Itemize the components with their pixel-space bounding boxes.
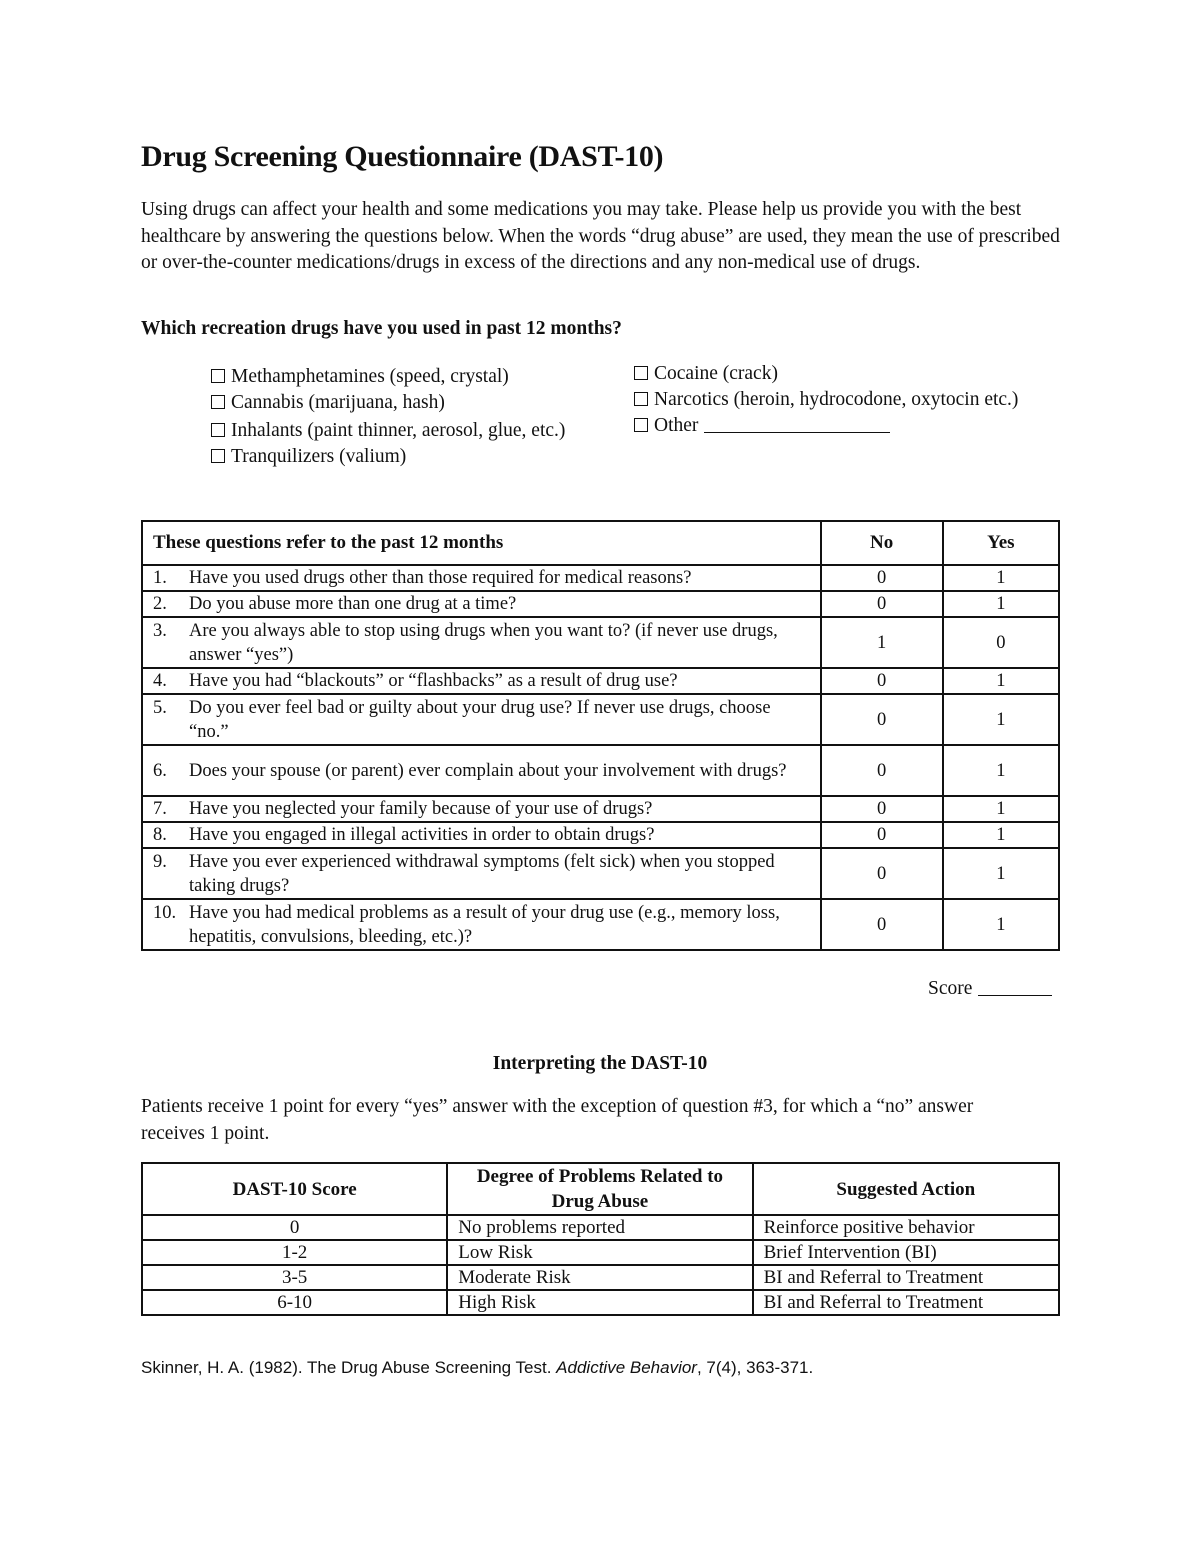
yes-value[interactable]: 1 [943, 591, 1059, 617]
drug-option-inhalants[interactable]: Inhalants (paint thinner, aerosol, glue, etc.) [211, 418, 581, 444]
yes-value[interactable]: 1 [943, 796, 1059, 822]
yes-value[interactable]: 1 [943, 822, 1059, 848]
table-row [142, 796, 1059, 822]
score-cell: 0 [142, 1215, 447, 1240]
score-field [928, 978, 1052, 1000]
question-text: Have you used drugs other than those required for medical reasons? [189, 568, 692, 588]
question-number: 5. [153, 697, 167, 718]
question-cell [142, 591, 821, 617]
score-cell: 6-10 [142, 1290, 447, 1315]
page-title: Drug Screening Questionnaire (DAST-10) [141, 140, 664, 173]
drug-option-methamphetamines[interactable]: Methamphetamines (speed, crystal) [211, 364, 581, 390]
question-text: Do you ever feel bad or guilty about your drug use? If never use drugs, choose “no.” [189, 697, 771, 742]
table-row [142, 1215, 1059, 1240]
interpret-title: Interpreting the DAST-10 [492, 1053, 708, 1074]
table-header-row [142, 521, 1059, 565]
drug-option-cannabis[interactable]: Cannabis (marijuana, hash) [211, 390, 581, 416]
interpretation-table [141, 1162, 1060, 1316]
yes-value[interactable]: 0 [943, 617, 1059, 668]
table-row [142, 668, 1059, 694]
checkbox[interactable] [211, 449, 225, 463]
table-row [142, 694, 1059, 745]
no-value[interactable]: 0 [821, 668, 943, 694]
citation-volume: , 7(4), 363-371. [696, 1358, 814, 1377]
table-row [142, 617, 1059, 668]
action-cell: BI and Referral to Treatment [753, 1290, 1059, 1315]
drug-checklist-left [211, 364, 581, 470]
intro-text: Using drugs can affect your health and some medications you may take. Please help us provide you with the best healthcare by answering the questions below. When the words “drug abuse” are used, they mean the use of prescribed or over-the-counter medications/drugs in excess of the directions and any non-medical use of drugs. [141, 199, 1060, 273]
drug-checklist-right [634, 361, 1034, 439]
intro-paragraph [141, 197, 1071, 277]
question-cell [142, 668, 821, 694]
no-header: No [821, 521, 943, 565]
no-value[interactable]: 0 [821, 694, 943, 745]
checkbox[interactable] [211, 395, 225, 409]
question-number: 9. [153, 851, 167, 872]
score-cell: 3-5 [142, 1265, 447, 1290]
question-text: Have you had “blackouts” or “flashbacks” as a result of drug use? [189, 671, 678, 691]
question-cell [142, 848, 821, 899]
citation-journal: Addictive Behavior [556, 1358, 697, 1377]
questions-table [141, 520, 1060, 951]
drugs-question: Which recreation drugs have you used in past 12 months? [141, 318, 622, 339]
question-number: 7. [153, 799, 167, 819]
action-cell: Brief Intervention (BI) [753, 1240, 1059, 1265]
yes-value[interactable]: 1 [943, 565, 1059, 591]
table-row [142, 745, 1059, 796]
yes-value[interactable]: 1 [943, 899, 1059, 950]
score-header: DAST-10 Score [142, 1163, 447, 1215]
no-value[interactable]: 0 [821, 822, 943, 848]
degree-cell: No problems reported [447, 1215, 752, 1240]
question-number: 10. [153, 902, 177, 923]
question-text: Do you abuse more than one drug at a time? [189, 594, 517, 614]
score-blank-line[interactable] [978, 979, 1052, 996]
table-row [142, 899, 1059, 950]
table-header-row [142, 1163, 1059, 1215]
degree-cell: Moderate Risk [447, 1265, 752, 1290]
other-blank-line[interactable] [704, 414, 890, 433]
table-row [142, 565, 1059, 591]
question-cell [142, 565, 821, 591]
questions-header: These questions refer to the past 12 months [142, 521, 821, 565]
action-cell: Reinforce positive behavior [753, 1215, 1059, 1240]
drug-option-tranquilizers[interactable]: Tranquilizers (valium) [211, 444, 581, 470]
checkbox[interactable] [634, 366, 648, 380]
checkbox[interactable] [211, 369, 225, 383]
interpret-text: Patients receive 1 point for every “yes” answer with the exception of question #3, for which a “no” answer receives 1 point. [141, 1096, 974, 1144]
table-row [142, 1265, 1059, 1290]
no-value[interactable]: 0 [821, 565, 943, 591]
table-row [142, 822, 1059, 848]
score-cell: 1-2 [142, 1240, 447, 1265]
yes-value[interactable]: 1 [943, 668, 1059, 694]
yes-value[interactable]: 1 [943, 745, 1059, 796]
checkbox[interactable] [634, 418, 648, 432]
question-text: Have you had medical problems as a result of your drug use (e.g., memory loss, hepatitis, convulsions, bleeding, etc.)? [189, 902, 780, 947]
question-cell [142, 745, 821, 796]
drug-option-other[interactable]: Other [634, 413, 1034, 439]
table-row [142, 1290, 1059, 1315]
drug-option-narcotics[interactable]: Narcotics (heroin, hydrocodone, oxytocin etc.) [634, 387, 1034, 413]
question-cell [142, 796, 821, 822]
no-value[interactable]: 1 [821, 617, 943, 668]
no-value[interactable]: 0 [821, 899, 943, 950]
citation [141, 1358, 813, 1378]
question-cell [142, 899, 821, 950]
no-value[interactable]: 0 [821, 745, 943, 796]
citation-authors: Skinner, H. A. (1982). The Drug Abuse Screening Test. [141, 1358, 557, 1377]
action-header: Suggested Action [753, 1163, 1059, 1215]
score-label: Score [928, 978, 973, 999]
question-cell [142, 694, 821, 745]
question-number: 2. [153, 594, 167, 614]
yes-header: Yes [943, 521, 1059, 565]
checkbox[interactable] [211, 423, 225, 437]
no-value[interactable]: 0 [821, 848, 943, 899]
no-value[interactable]: 0 [821, 796, 943, 822]
degree-header: Degree of Problems Related to Drug Abuse [447, 1163, 752, 1215]
question-text: Have you ever experienced withdrawal symptoms (felt sick) when you stopped taking drugs? [189, 851, 775, 896]
degree-cell: High Risk [447, 1290, 752, 1315]
drug-option-cocaine[interactable]: Cocaine (crack) [634, 361, 1034, 387]
no-value[interactable]: 0 [821, 591, 943, 617]
table-row [142, 591, 1059, 617]
question-number: 6. [153, 760, 167, 781]
action-cell: BI and Referral to Treatment [753, 1265, 1059, 1290]
table-row [142, 1240, 1059, 1265]
question-number: 3. [153, 620, 167, 641]
table-row [142, 848, 1059, 899]
degree-cell: Low Risk [447, 1240, 752, 1265]
question-number: 4. [153, 671, 167, 691]
yes-value[interactable]: 1 [943, 848, 1059, 899]
question-text: Are you always able to stop using drugs when you want to? (if never use drugs, answer “yes”) [189, 620, 778, 665]
question-text: Does your spouse (or parent) ever complain about your involvement with drugs? [189, 760, 787, 781]
question-number: 1. [153, 568, 167, 588]
question-cell [142, 617, 821, 668]
question-text: Have you engaged in illegal activities in order to obtain drugs? [189, 825, 655, 845]
checkbox[interactable] [634, 392, 648, 406]
question-text: Have you neglected your family because of your use of drugs? [189, 799, 653, 819]
question-cell [142, 822, 821, 848]
yes-value[interactable]: 1 [943, 694, 1059, 745]
question-number: 8. [153, 825, 167, 845]
